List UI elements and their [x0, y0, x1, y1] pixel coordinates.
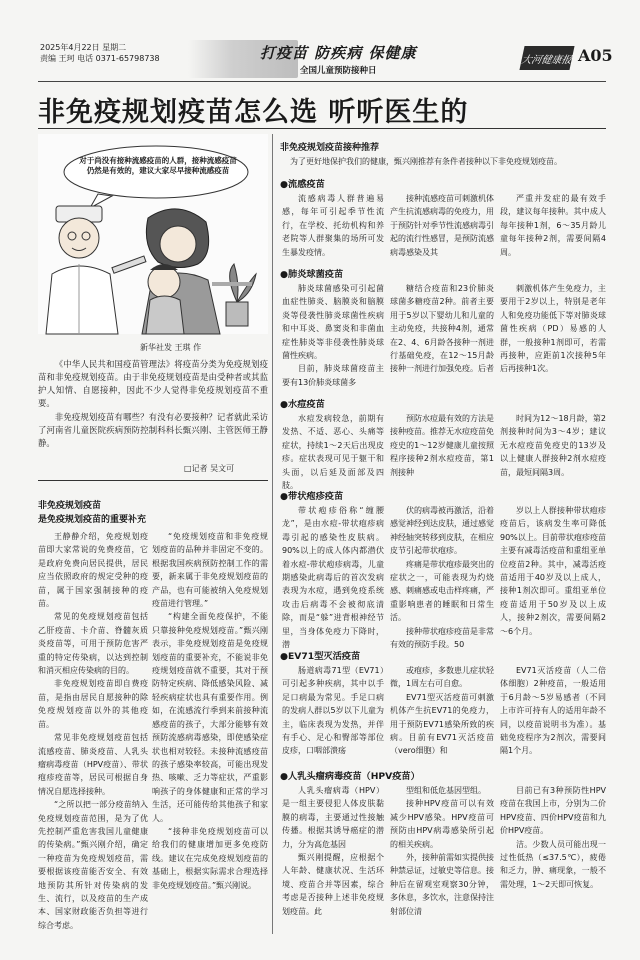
- paragraph: 接种HPV疫苗可以有效减少HPV感染。HPV疫苗可预防由HPV病毒感染所引起的相关疾病。: [390, 799, 494, 849]
- zoster-col-3: [500, 504, 606, 640]
- paragraph: 常见非免疫规划疫苗包括流感疫苗、肺炎疫苗、人乳头瘤病毒疫苗（HPV疫苗）、带状疱疹疫苗等，居民可根据自身情况自愿选择接种。: [38, 733, 148, 796]
- paragraph: 接种带状疱疹疫苗是非常有效的预防手段。50: [390, 626, 494, 650]
- hpv-col-1: [282, 784, 384, 930]
- pneumococcal-col-3: [500, 282, 606, 390]
- paragraph: 流感病毒人群普遍易感，每年可引起季节性流行，在学校、托幼机构和养老院等人群聚集的场所可发生暴发疫情。: [282, 194, 384, 257]
- paragraph: 王静静介绍，免疫规划疫苗即大家常说的免费疫苗，它是政府免费向居民提供，居民应当依照政府的规定受种的疫苗，属于国家强制接种的疫苗。: [38, 532, 148, 609]
- page-number: A05: [578, 46, 613, 65]
- hpv-col-2: [390, 784, 494, 930]
- speech-bubble: 对于尚没有接种流感疫苗的人群，接种流感疫苗仍然是有效的，建议大家尽早接种流感疫苗: [79, 156, 237, 175]
- reporter-byline: □记者 吴文可: [184, 464, 235, 473]
- zoster-col-1: [282, 504, 384, 650]
- recommendation-intro: 为了更好地保护我们的健康，甄兴刚推荐有条件者接种以下非免疫规划疫苗。: [290, 157, 562, 166]
- article-headline: 非免疫规划疫苗怎么选 听听医生的: [38, 97, 469, 128]
- paragraph: 水痘发病较急，前期有发热、不适、恶心、头痛等症状，持续1～2天后出现皮疹。症状表现可见于躯干和头面，以后延及面部及四肢。: [282, 414, 384, 491]
- masthead: [38, 38, 613, 82]
- paragraph: “免疫规划疫苗和非免疫规划疫苗的品种并非固定不变的。根据我国疾病预防控制工作的需要，新来属于非免疫规划疫苗的产品，也有可能被纳入免疫规划疫苗进行管理。”: [152, 532, 268, 609]
- varicella-col-1: [282, 412, 384, 491]
- left-column-2: [152, 530, 268, 930]
- paragraph: 目前已有3种预防性HPV疫苗在我国上市，分别为二价HPV疫苗、四价HPV疫苗和九价HPV疫苗。: [500, 786, 606, 836]
- ev71-col-3: [500, 664, 606, 760]
- page-subtitle: 全国儿童预防接种日: [300, 66, 377, 76]
- left-section-subheading: 是免疫规划疫苗的重要补充: [38, 515, 147, 525]
- left-section-heading: 非免疫规划疫苗: [38, 501, 102, 511]
- paragraph: 岁以上人群接种带状疱疹疫苗后，该病发生率可降低90%以上。目前带状疱疹疫苗主要有减毒活疫苗和重组亚单位疫苗2种。其中，减毒活疫苗适用于40岁及以上成人，接种1剂次即可。重组亚单位疫苗适用于50岁及以上成人，接种2剂次，需要间隔2～6个月。: [500, 506, 606, 636]
- cartoon-illustration: [38, 134, 268, 334]
- paragraph: 刺激机体产生免疫力，主要用于2岁以上，特别是老年人和免疫功能低下等对肺炎球菌性疾病（PD）易感的人群，一般接种1剂即可，若需再接种，应距前1次接种5年后再接种1次。: [500, 284, 606, 374]
- ev71-vaccine-heading: ●EV71型灭活疫苗: [280, 651, 361, 662]
- paragraph: 非免疫规划疫苗即自费疫苗，是指由居民自愿接种的除免疫规划疫苗以外的其他疫苗。: [38, 679, 148, 729]
- left-column-1: [38, 530, 148, 930]
- flu-col-3: [500, 192, 606, 260]
- ev71-col-2: [390, 664, 494, 760]
- paragraph: 人乳头瘤病毒（HPV）是一组主要侵犯人体皮肤黏膜的病毒，主要通过性接触传播。根据其诱导癌症的潜力，分为高危基因: [282, 786, 384, 849]
- hpv-col-3: [500, 784, 606, 930]
- paragraph: 或疱疹，多数患儿症状轻微，1周左右可自愈。: [390, 666, 494, 689]
- paragraph: 接种流感疫苗可刺激机体产生抗流感病毒的免疫力，用于预防针对季节性流感病毒引起的流行性感冒，是预防流感病毒感染及其: [390, 194, 494, 257]
- flu-vaccine-heading: ●流感疫苗: [280, 179, 325, 190]
- lead-paragraphs: [38, 358, 268, 451]
- brand-logo: 大河健康报: [519, 46, 574, 70]
- ev71-col-1: [282, 664, 384, 760]
- varicella-col-2: [390, 412, 494, 480]
- paragraph: 常见的免疫规划疫苗包括乙肝疫苗、卡介苗、脊髓灰质炎疫苗等，可用于预防危害严重的特定传染病，以达到控制和消灭相应传染病的目的。: [38, 612, 148, 676]
- paragraph: 洁。少数人员可能出现一过性低热（≤37.5℃），疲倦和乏力，肿、痛现象，一般不需处理，1～2天即可恢复。: [500, 839, 606, 889]
- lead-paragraph-2: 非免疫规划疫苗有哪些？有没有必要接种？记者就此采访了河南省儿童医院疾病预防控制科科长甄兴刚、主管医师王静静。: [38, 412, 268, 448]
- paragraph: 严重并发症的最有效手段，建议每年接种。其中成人每年接种1剂，6～35月龄儿童每年接种2剂，需要间隔4周。: [500, 194, 606, 257]
- page-slogan: 打疫苗 防疾病 保健康: [260, 44, 417, 62]
- column-rule: [272, 134, 273, 934]
- paragraph: 时间为12～18月龄，第2剂接种时间为3～4岁；建议无水痘疫苗免疫史的13岁及以上健康人群接种2剂水痘疫苗，最短间隔3周。: [500, 414, 606, 477]
- zoster-vaccine-heading: ●带状疱疹疫苗: [280, 491, 344, 502]
- paragraph: EV71灭活疫苗（人二倍体细胞）2种疫苗，一般适用于6月龄～5岁易感者（不同上市许可持有人的适用年龄不同，以疫苗说明书为准）。基础免疫程序为2剂次，需要间隔1个月。: [500, 666, 606, 756]
- paragraph: 型组和低危基因型组。: [406, 786, 486, 795]
- paragraph: 甄兴刚提醒，应根据个人年龄、健康状况、生活环境、疫苗合并等因素，综合考虑是否接种上述非免疫规划疫苗。此: [282, 853, 384, 916]
- recommendation-heading: 非免疫规划疫苗接种推荐: [280, 143, 380, 153]
- headline-rule: [38, 128, 606, 129]
- paragraph: 糖结合疫苗和23价肺炎球菌多糖疫苗2种。前者主要用于5岁以下婴幼儿和儿童的主动免疫，共接种4剂，通常在2、4、6月龄各接种一剂进行基础免疫，在12～15月龄接种一剂进行加强免疫。后者: [390, 284, 494, 374]
- flu-col-2: [390, 192, 494, 260]
- paragraph: 疼痛是带状疱疹最突出的症状之一，可能表现为灼烧感、刺痛感或电击样疼痛，严重影响患者的睡眠和日常生活。: [390, 559, 494, 623]
- pneumococcal-vaccine-heading: ●肺炎球菌疫苗: [280, 269, 344, 280]
- paragraph: EV71型灭活疫苗可刺激机体产生抗EV71的免疫力，用于预防EV71感染所致的疾病。目前有EV71灭活疫苗（vero细胞）和: [390, 692, 494, 756]
- editor-line: 责编 王珂 电话 0371-65798738: [40, 54, 160, 63]
- paragraph: “接种非免疫规划疫苗可以给我们的健康增加更多免疫防线。建议在完成免疫规划疫苗的基础上，根据实际需求合理选择非免疫规划疫苗。”甄兴刚说。: [152, 826, 268, 890]
- paragraph: “之所以把一部分疫苗纳入免疫规划疫苗范围，是为了优先控制严重危害我国儿童健康的传染病。”甄兴刚介绍，确定一种疫苗为免疫规划疫苗，需要根据该疫苗能否安全、有效地预防其所针对传染病的发生、流行，以及疫苗的生产成本、国家财政能否负担等进行综合考虑。: [38, 800, 148, 930]
- paragraph: 外，接种前需如实提供接种禁忌证，过敏史等信息。接种后在留观室观察30分钟，多休息，多饮水，注意保持注射部位清: [390, 853, 494, 916]
- paragraph: 伏的病毒被再激活，沿着感觉神经到达皮肤，通过感觉神经轴突转移到皮肤，在相应皮节引起带状疱疹。: [390, 506, 494, 556]
- section-divider: [38, 480, 268, 481]
- paragraph: 肺炎球菌感染可引起菌血症性肺炎、脑膜炎和脑膜炎等侵袭性肺炎球菌性疾病和中耳炎、鼻窦炎和非菌血症性肺炎等非侵袭性肺炎球菌性疾病。: [282, 284, 384, 361]
- pneumococcal-col-1: [282, 282, 384, 390]
- illustration-credit: 新华社发 王琪 作: [140, 343, 202, 352]
- lead-paragraph-1: 《中华人民共和国疫苗管理法》将疫苗分类为免疫规划疫苗和非免疫规划疫苗。由于非免疫规划疫苗是由受种者或其监护人知情、自愿接种，因此不少人觉得非免疫规划疫苗不重要。: [38, 359, 268, 408]
- pneumococcal-col-2: [390, 282, 494, 390]
- paragraph: 目前，肺炎球菌疫苗主要有13价肺炎球菌多: [282, 364, 384, 387]
- paragraph: 预防水痘最有效的方法是接种疫苗。推荐无水痘疫苗免疫史的1～12岁健康儿童按照程序接种2剂水痘疫苗，第1剂接种: [390, 414, 494, 477]
- varicella-col-3: [500, 412, 606, 480]
- paragraph: 肠道病毒71型（EV71）可引起多种疾病，其中以手足口病最为常见。手足口病的发病人群以5岁以下儿童为主，临床表现为发热，并伴有手心、足心和臀部等部位皮疹，口咽部溃疡: [282, 666, 384, 756]
- issue-date: 2025年4月22日 星期二: [40, 43, 127, 52]
- paragraph: “构建全面免疫保护，不能只靠接种免疫规划疫苗。”甄兴刚表示，非免疫规划疫苗是免疫规划疫苗的重要补充，不能说非免疫规划疫苗就不重要，其对于预防特定疾病、降低感染风险、减轻疾病症状也具有重要作用。例如，在流感流行季到来前接种流感疫苗的孩子，大部分能够有效预防流感病毒感染，即使感染症状也相对较轻。未接种流感疫苗的孩子感染率较高，可能出现发热、咳嗽、乏力等症状，严重影响孩子的身体健康和正常的学习生活，还可能传给其他孩子和家人。: [152, 612, 268, 823]
- varicella-vaccine-heading: ●水痘疫苗: [280, 399, 325, 410]
- paragraph: 带状疱疹俗称“缠腰龙”，是由水痘-带状疱疹病毒引起的感染性皮肤病。90%以上的成人体内都潜伏着水痘-带状疱疹病毒，儿童期感染此病毒后的首次发病表现为水痘，遇到免疫系统攻击后病毒不会被彻底清除，而是“躲”进背根神经节里，当身体免疫力下降时，潜: [282, 506, 384, 650]
- hpv-vaccine-heading: ●人乳头瘤病毒疫苗（HPV疫苗）: [280, 771, 420, 782]
- issue-info: [40, 42, 160, 64]
- zoster-col-2: [390, 504, 494, 650]
- flu-col-1: [282, 192, 384, 260]
